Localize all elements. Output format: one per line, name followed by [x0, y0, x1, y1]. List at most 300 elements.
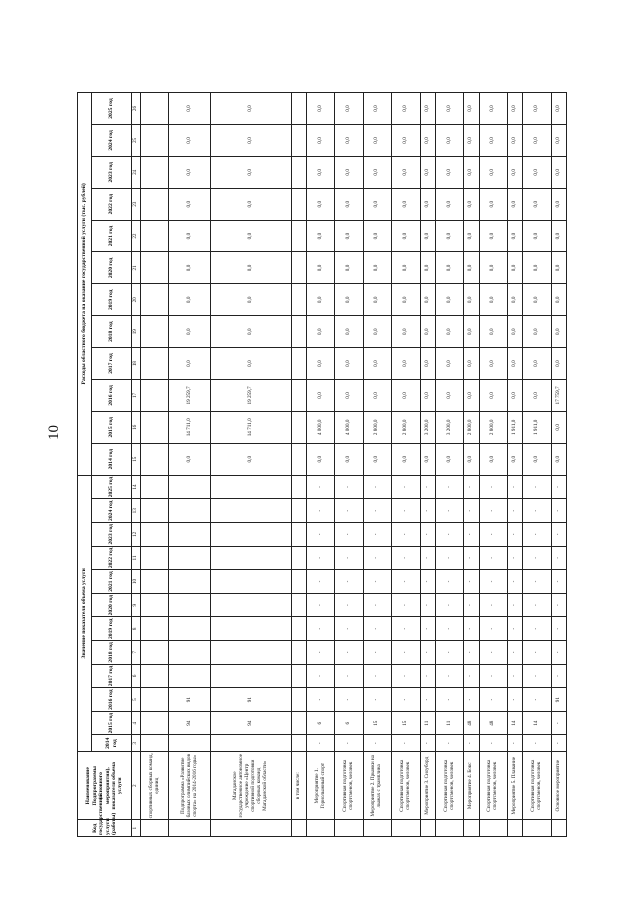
- indicator-cell: -: [363, 475, 391, 499]
- expense-cell: 0,0: [551, 93, 566, 125]
- expense-cell: [141, 316, 169, 348]
- expense-cell: 0,0: [363, 93, 391, 125]
- indicator-year-header: 2019 год: [92, 617, 132, 641]
- indicator-cell: -: [507, 617, 522, 641]
- indicator-cell: [210, 735, 291, 752]
- indicator-cell: [210, 475, 291, 499]
- table-body: [141, 93, 567, 837]
- indicator-cell: -: [435, 499, 463, 523]
- year-header-row: [92, 93, 132, 837]
- indicator-cell: -: [363, 664, 391, 688]
- indicator-cell: -: [507, 593, 522, 617]
- expense-cell: 0,0: [306, 220, 334, 252]
- indicator-cell: -: [464, 570, 479, 594]
- expense-cell: 0,0: [435, 252, 463, 284]
- expense-cell: 0,0: [507, 220, 522, 252]
- indicator-cell: -: [420, 593, 435, 617]
- indicator-cell: -: [507, 688, 522, 712]
- indicator-year-header: 2017 год: [92, 664, 132, 688]
- indicator-cell: -: [420, 735, 435, 752]
- expense-cell: [141, 380, 169, 412]
- expense-cell: 0,0: [169, 93, 211, 125]
- indicator-cell: -: [479, 641, 507, 665]
- expense-cell: 0,0: [392, 443, 420, 475]
- indicator-cell: -: [464, 499, 479, 523]
- indicator-cell: -: [479, 664, 507, 688]
- expense-cell: 14 711,0: [169, 411, 211, 443]
- expense-cell: 0,0: [306, 443, 334, 475]
- indicator-cell: -: [335, 546, 363, 570]
- expense-cell: 0,0: [523, 316, 551, 348]
- indicator-cell: -: [507, 664, 522, 688]
- expense-cell: [291, 220, 306, 252]
- expense-cell: 0,0: [551, 188, 566, 220]
- indicator-cell: [291, 499, 306, 523]
- indicator-year-header: 2020 год: [92, 593, 132, 617]
- expense-cell: 2 800,0: [392, 411, 420, 443]
- expense-cell: 0,0: [523, 284, 551, 316]
- expense-cell: 0,0: [363, 125, 391, 157]
- expense-cell: 0,0: [210, 156, 291, 188]
- expense-cell: [291, 411, 306, 443]
- indicator-cell: [169, 617, 211, 641]
- expense-cell: 0,0: [335, 316, 363, 348]
- expense-cell: 0,0: [464, 220, 479, 252]
- column-number: 9: [132, 593, 141, 617]
- table-row: [291, 93, 306, 837]
- expense-cell: 0,0: [507, 348, 522, 380]
- indicator-year-header: 2025 год: [92, 475, 132, 499]
- expense-cell: 0,0: [420, 284, 435, 316]
- expense-cell: [291, 380, 306, 412]
- expense-cell: [141, 125, 169, 157]
- expense-cell: 0,0: [169, 125, 211, 157]
- column-number: 14: [132, 475, 141, 499]
- expense-year-header: 2019 год: [92, 284, 132, 316]
- column-number: 13: [132, 499, 141, 523]
- name-cell: Спортивная подготовка спортсменов, человек: [523, 752, 551, 820]
- expense-cell: 0,0: [479, 188, 507, 220]
- column-number: 22: [132, 220, 141, 252]
- indicator-cell: -: [435, 617, 463, 641]
- expense-cell: 0,0: [523, 125, 551, 157]
- expense-cell: 0,0: [420, 443, 435, 475]
- indicator-cell: -: [507, 546, 522, 570]
- indicator-cell: -: [479, 593, 507, 617]
- indicator-cell: [169, 499, 211, 523]
- expense-cell: [291, 93, 306, 125]
- expense-cell: 0,0: [210, 125, 291, 157]
- indicator-year-header: 2016 год: [92, 688, 132, 712]
- indicator-cell: [141, 546, 169, 570]
- indicator-cell: -: [435, 641, 463, 665]
- expense-cell: 0,0: [335, 220, 363, 252]
- expense-cell: [291, 188, 306, 220]
- code-cell: [392, 820, 420, 837]
- column-number: 19: [132, 316, 141, 348]
- indicator-cell: -: [392, 546, 420, 570]
- expense-cell: 0,0: [335, 284, 363, 316]
- expense-cell: [291, 284, 306, 316]
- expense-cell: 0,0: [306, 380, 334, 412]
- expense-cell: 0,0: [363, 252, 391, 284]
- indicator-cell: -: [507, 475, 522, 499]
- table-row: [435, 93, 463, 837]
- expense-cell: 0,0: [464, 252, 479, 284]
- expense-cell: 4 000,0: [335, 411, 363, 443]
- name-header: Наименование Подпрограммы (основного мероприятия), показателя объема услуги: [78, 752, 132, 820]
- expense-cell: 0,0: [507, 443, 522, 475]
- column-number: 1: [132, 820, 141, 837]
- code-cell: [464, 820, 479, 837]
- expense-cell: 19 259,7: [169, 380, 211, 412]
- indicator-cell: -: [392, 735, 420, 752]
- indicator-cell: -: [551, 735, 566, 752]
- expense-cell: 0,0: [479, 93, 507, 125]
- name-cell: в том числе:: [291, 752, 306, 820]
- indicator-cell: [141, 523, 169, 547]
- column-number: 25: [132, 125, 141, 157]
- indicator-cell: 15: [363, 711, 391, 735]
- indicator-cell: -: [464, 546, 479, 570]
- expense-cell: 2 800,0: [479, 411, 507, 443]
- indicator-cell: -: [479, 499, 507, 523]
- indicator-cell: [141, 735, 169, 752]
- expense-cell: 0,0: [392, 125, 420, 157]
- table-row: [479, 93, 507, 837]
- expense-year-header: 2017 год: [92, 348, 132, 380]
- expense-cell: 0,0: [420, 220, 435, 252]
- expense-group-header: Расходы областного бюджета на оказание государственной услуги (тыс. рублей): [78, 93, 92, 476]
- name-cell: Мероприятие 3. Сноуборд: [420, 752, 435, 820]
- name-cell: спортивных сборных команд, единиц: [141, 752, 169, 820]
- expense-cell: 0,0: [169, 316, 211, 348]
- name-cell: Мероприятие 4. Бокс: [464, 752, 479, 820]
- expense-cell: 0,0: [210, 188, 291, 220]
- expense-cell: [291, 125, 306, 157]
- table-row: [551, 93, 566, 837]
- code-cell: [363, 820, 391, 837]
- expense-cell: 0,0: [479, 316, 507, 348]
- indicator-cell: -: [435, 688, 463, 712]
- indicator-cell: [291, 711, 306, 735]
- indicator-year-header: 2015 год: [92, 711, 132, 735]
- expense-cell: [291, 316, 306, 348]
- expense-cell: 0,0: [435, 220, 463, 252]
- code-cell: [479, 820, 507, 837]
- expense-cell: 0,0: [435, 380, 463, 412]
- indicator-cell: -: [335, 617, 363, 641]
- indicator-cell: [210, 641, 291, 665]
- indicator-cell: -: [523, 570, 551, 594]
- expense-cell: 0,0: [523, 443, 551, 475]
- column-number: 3: [132, 735, 141, 752]
- indicator-cell: -: [464, 475, 479, 499]
- indicator-cell: -: [507, 735, 522, 752]
- expense-year-header: 2022 год: [92, 188, 132, 220]
- indicator-cell: 14: [523, 711, 551, 735]
- column-number: 20: [132, 284, 141, 316]
- expense-cell: 0,0: [435, 284, 463, 316]
- expense-cell: 0,0: [210, 443, 291, 475]
- indicator-cell: -: [306, 617, 334, 641]
- expense-cell: 0,0: [363, 443, 391, 475]
- expense-cell: [141, 284, 169, 316]
- code-cell: [507, 820, 522, 837]
- indicator-cell: 48: [479, 711, 507, 735]
- indicator-cell: -: [464, 617, 479, 641]
- indicator-cell: 91: [169, 688, 211, 712]
- indicator-cell: 94: [210, 711, 291, 735]
- expense-cell: 0,0: [435, 348, 463, 380]
- name-cell: Основное мероприятие: [551, 752, 566, 820]
- indicator-cell: -: [363, 688, 391, 712]
- expense-cell: 3 200,0: [435, 411, 463, 443]
- code-cell: [435, 820, 463, 837]
- expense-cell: 0,0: [335, 156, 363, 188]
- indicator-cell: [210, 593, 291, 617]
- name-cell: Мероприятие 1. Горнолыжный спорт: [306, 752, 334, 820]
- expense-cell: 0,0: [169, 252, 211, 284]
- indicator-cell: [141, 688, 169, 712]
- table-row: [210, 93, 291, 837]
- indicator-cell: -: [479, 523, 507, 547]
- indicator-cell: -: [523, 475, 551, 499]
- expense-cell: 0,0: [479, 252, 507, 284]
- indicator-cell: 91: [210, 688, 291, 712]
- indicator-cell: -: [392, 570, 420, 594]
- expense-cell: 0,0: [210, 220, 291, 252]
- expense-cell: 0,0: [335, 93, 363, 125]
- indicator-cell: -: [551, 664, 566, 688]
- indicator-cell: -: [523, 641, 551, 665]
- expense-cell: 2 800,0: [464, 411, 479, 443]
- table-row: [523, 93, 551, 837]
- expense-cell: 0,0: [479, 156, 507, 188]
- indicator-cell: -: [523, 593, 551, 617]
- indicator-cell: -: [420, 664, 435, 688]
- indicator-cell: [291, 570, 306, 594]
- expense-cell: 0,0: [464, 156, 479, 188]
- expense-cell: 0,0: [392, 188, 420, 220]
- expense-cell: 0,0: [169, 220, 211, 252]
- rotated-table-area: [77, 92, 567, 837]
- indicator-cell: -: [335, 641, 363, 665]
- indicator-year-header: 2022 год: [92, 546, 132, 570]
- table-row: [507, 93, 522, 837]
- expense-cell: 0,0: [523, 252, 551, 284]
- indicator-cell: -: [507, 570, 522, 594]
- indicator-cell: [210, 617, 291, 641]
- indicator-cell: -: [479, 617, 507, 641]
- table-row: [363, 93, 391, 837]
- expense-cell: 0,0: [306, 125, 334, 157]
- indicator-cell: [291, 475, 306, 499]
- indicator-cell: -: [523, 735, 551, 752]
- indicator-cell: -: [420, 523, 435, 547]
- name-cell: Мероприятие 2. Прыжки на лыжах с трамплина: [363, 752, 391, 820]
- name-cell: Подпрограмма «Развитие базовых олимпийских видов спорта» на 2014-2016 годы»: [169, 752, 211, 820]
- expense-cell: 0,0: [392, 380, 420, 412]
- expense-cell: 0,0: [335, 125, 363, 157]
- expense-cell: 0,0: [479, 220, 507, 252]
- expense-cell: 0,0: [435, 93, 463, 125]
- expense-cell: 0,0: [420, 348, 435, 380]
- expense-cell: 0,0: [335, 348, 363, 380]
- indicator-cell: -: [392, 641, 420, 665]
- name-cell: Спортивная подготовка спортсменов, человек: [335, 752, 363, 820]
- expense-cell: 0,0: [392, 284, 420, 316]
- expense-cell: 0,0: [363, 348, 391, 380]
- indicator-year-header: 2024 год: [92, 499, 132, 523]
- column-number: 7: [132, 641, 141, 665]
- indicator-cell: -: [363, 593, 391, 617]
- expense-cell: 0,0: [306, 316, 334, 348]
- indicator-cell: -: [551, 711, 566, 735]
- expense-cell: 1 911,0: [523, 411, 551, 443]
- column-number: 16: [132, 411, 141, 443]
- expense-cell: [141, 93, 169, 125]
- column-number: 18: [132, 348, 141, 380]
- indicator-cell: -: [306, 664, 334, 688]
- expense-cell: 0,0: [507, 252, 522, 284]
- expense-cell: 0,0: [435, 156, 463, 188]
- expense-cell: [141, 348, 169, 380]
- expense-cell: 0,0: [479, 284, 507, 316]
- indicator-cell: -: [392, 499, 420, 523]
- indicator-cell: [169, 546, 211, 570]
- indicator-cell: -: [479, 546, 507, 570]
- expense-cell: 0,0: [363, 188, 391, 220]
- column-number: 11: [132, 546, 141, 570]
- expense-cell: 3 200,0: [420, 411, 435, 443]
- expense-cell: 0,0: [363, 284, 391, 316]
- indicator-cell: -: [507, 641, 522, 665]
- column-number: 8: [132, 617, 141, 641]
- column-number: 10: [132, 570, 141, 594]
- expense-cell: 17 759,7: [551, 380, 566, 412]
- indicator-cell: [141, 711, 169, 735]
- indicator-cell: [210, 570, 291, 594]
- indicator-cell: -: [435, 546, 463, 570]
- expense-cell: 0,0: [464, 284, 479, 316]
- indicator-cell: [141, 475, 169, 499]
- indicator-cell: -: [435, 475, 463, 499]
- indicator-cell: [210, 499, 291, 523]
- indicator-cell: 15: [392, 711, 420, 735]
- indicator-cell: -: [306, 546, 334, 570]
- indicator-cell: -: [363, 641, 391, 665]
- expense-cell: 0,0: [551, 252, 566, 284]
- expense-cell: 0,0: [306, 93, 334, 125]
- indicator-cell: -: [306, 570, 334, 594]
- expense-cell: 14 711,0: [210, 411, 291, 443]
- indicator-cell: [210, 664, 291, 688]
- expense-year-header: 2025 год: [92, 93, 132, 125]
- indicator-cell: -: [306, 735, 334, 752]
- expense-cell: 0,0: [479, 380, 507, 412]
- expense-cell: [141, 443, 169, 475]
- indicator-cell: -: [551, 523, 566, 547]
- indicator-cell: -: [306, 523, 334, 547]
- expense-cell: 0,0: [551, 348, 566, 380]
- indicator-cell: -: [479, 688, 507, 712]
- indicator-cell: -: [523, 499, 551, 523]
- indicator-cell: -: [523, 523, 551, 547]
- indicator-cell: 48: [464, 711, 479, 735]
- indicator-cell: -: [551, 617, 566, 641]
- expense-cell: 19 259,7: [210, 380, 291, 412]
- indicator-cell: 6: [335, 711, 363, 735]
- column-number: 15: [132, 443, 141, 475]
- expense-cell: 0,0: [523, 188, 551, 220]
- indicator-cell: -: [551, 475, 566, 499]
- indicator-cell: -: [335, 735, 363, 752]
- indicator-cell: 11: [420, 711, 435, 735]
- expense-cell: 0,0: [479, 348, 507, 380]
- indicator-cell: -: [507, 499, 522, 523]
- expense-cell: [141, 411, 169, 443]
- indicator-cell: [169, 593, 211, 617]
- expense-cell: 0,0: [169, 443, 211, 475]
- expense-cell: 0,0: [464, 93, 479, 125]
- code-cell: [551, 820, 566, 837]
- expense-cell: 0,0: [507, 316, 522, 348]
- indicator-cell: -: [479, 570, 507, 594]
- expense-cell: 0,0: [435, 125, 463, 157]
- indicator-cell: -: [363, 546, 391, 570]
- column-number: 6: [132, 664, 141, 688]
- expense-cell: 0,0: [169, 156, 211, 188]
- expense-cell: [141, 188, 169, 220]
- table-row: [141, 93, 169, 837]
- indicator-cell: -: [420, 641, 435, 665]
- indicator-cell: -: [420, 570, 435, 594]
- expense-year-header: 2021 год: [92, 220, 132, 252]
- expense-cell: 0,0: [523, 380, 551, 412]
- indicator-cell: -: [464, 688, 479, 712]
- expense-cell: 0,0: [363, 316, 391, 348]
- expense-cell: [291, 252, 306, 284]
- indicator-cell: -: [392, 523, 420, 547]
- indicator-cell: -: [435, 570, 463, 594]
- code-header: Код государственной услуги (работы): [78, 820, 132, 837]
- indicator-cell: -: [420, 499, 435, 523]
- expense-cell: 0,0: [507, 380, 522, 412]
- expense-cell: 0,0: [420, 380, 435, 412]
- expense-year-header: 2020 год: [92, 252, 132, 284]
- indicator-cell: [291, 593, 306, 617]
- indicator-cell: -: [551, 593, 566, 617]
- code-cell: [523, 820, 551, 837]
- indicator-cell: -: [435, 593, 463, 617]
- column-number: 12: [132, 523, 141, 547]
- expense-cell: 0,0: [392, 156, 420, 188]
- indicator-cell: -: [464, 735, 479, 752]
- expense-cell: 0,0: [464, 348, 479, 380]
- name-cell: Спортивная подготовка спортсменов, человек: [479, 752, 507, 820]
- expense-cell: 0,0: [551, 220, 566, 252]
- indicator-cell: -: [464, 664, 479, 688]
- code-cell: [420, 820, 435, 837]
- indicator-cell: [141, 499, 169, 523]
- table-header: [78, 93, 141, 837]
- indicator-cell: [141, 593, 169, 617]
- column-number: 21: [132, 252, 141, 284]
- indicator-cell: [169, 664, 211, 688]
- expense-cell: 0,0: [551, 443, 566, 475]
- indicator-cell: -: [335, 593, 363, 617]
